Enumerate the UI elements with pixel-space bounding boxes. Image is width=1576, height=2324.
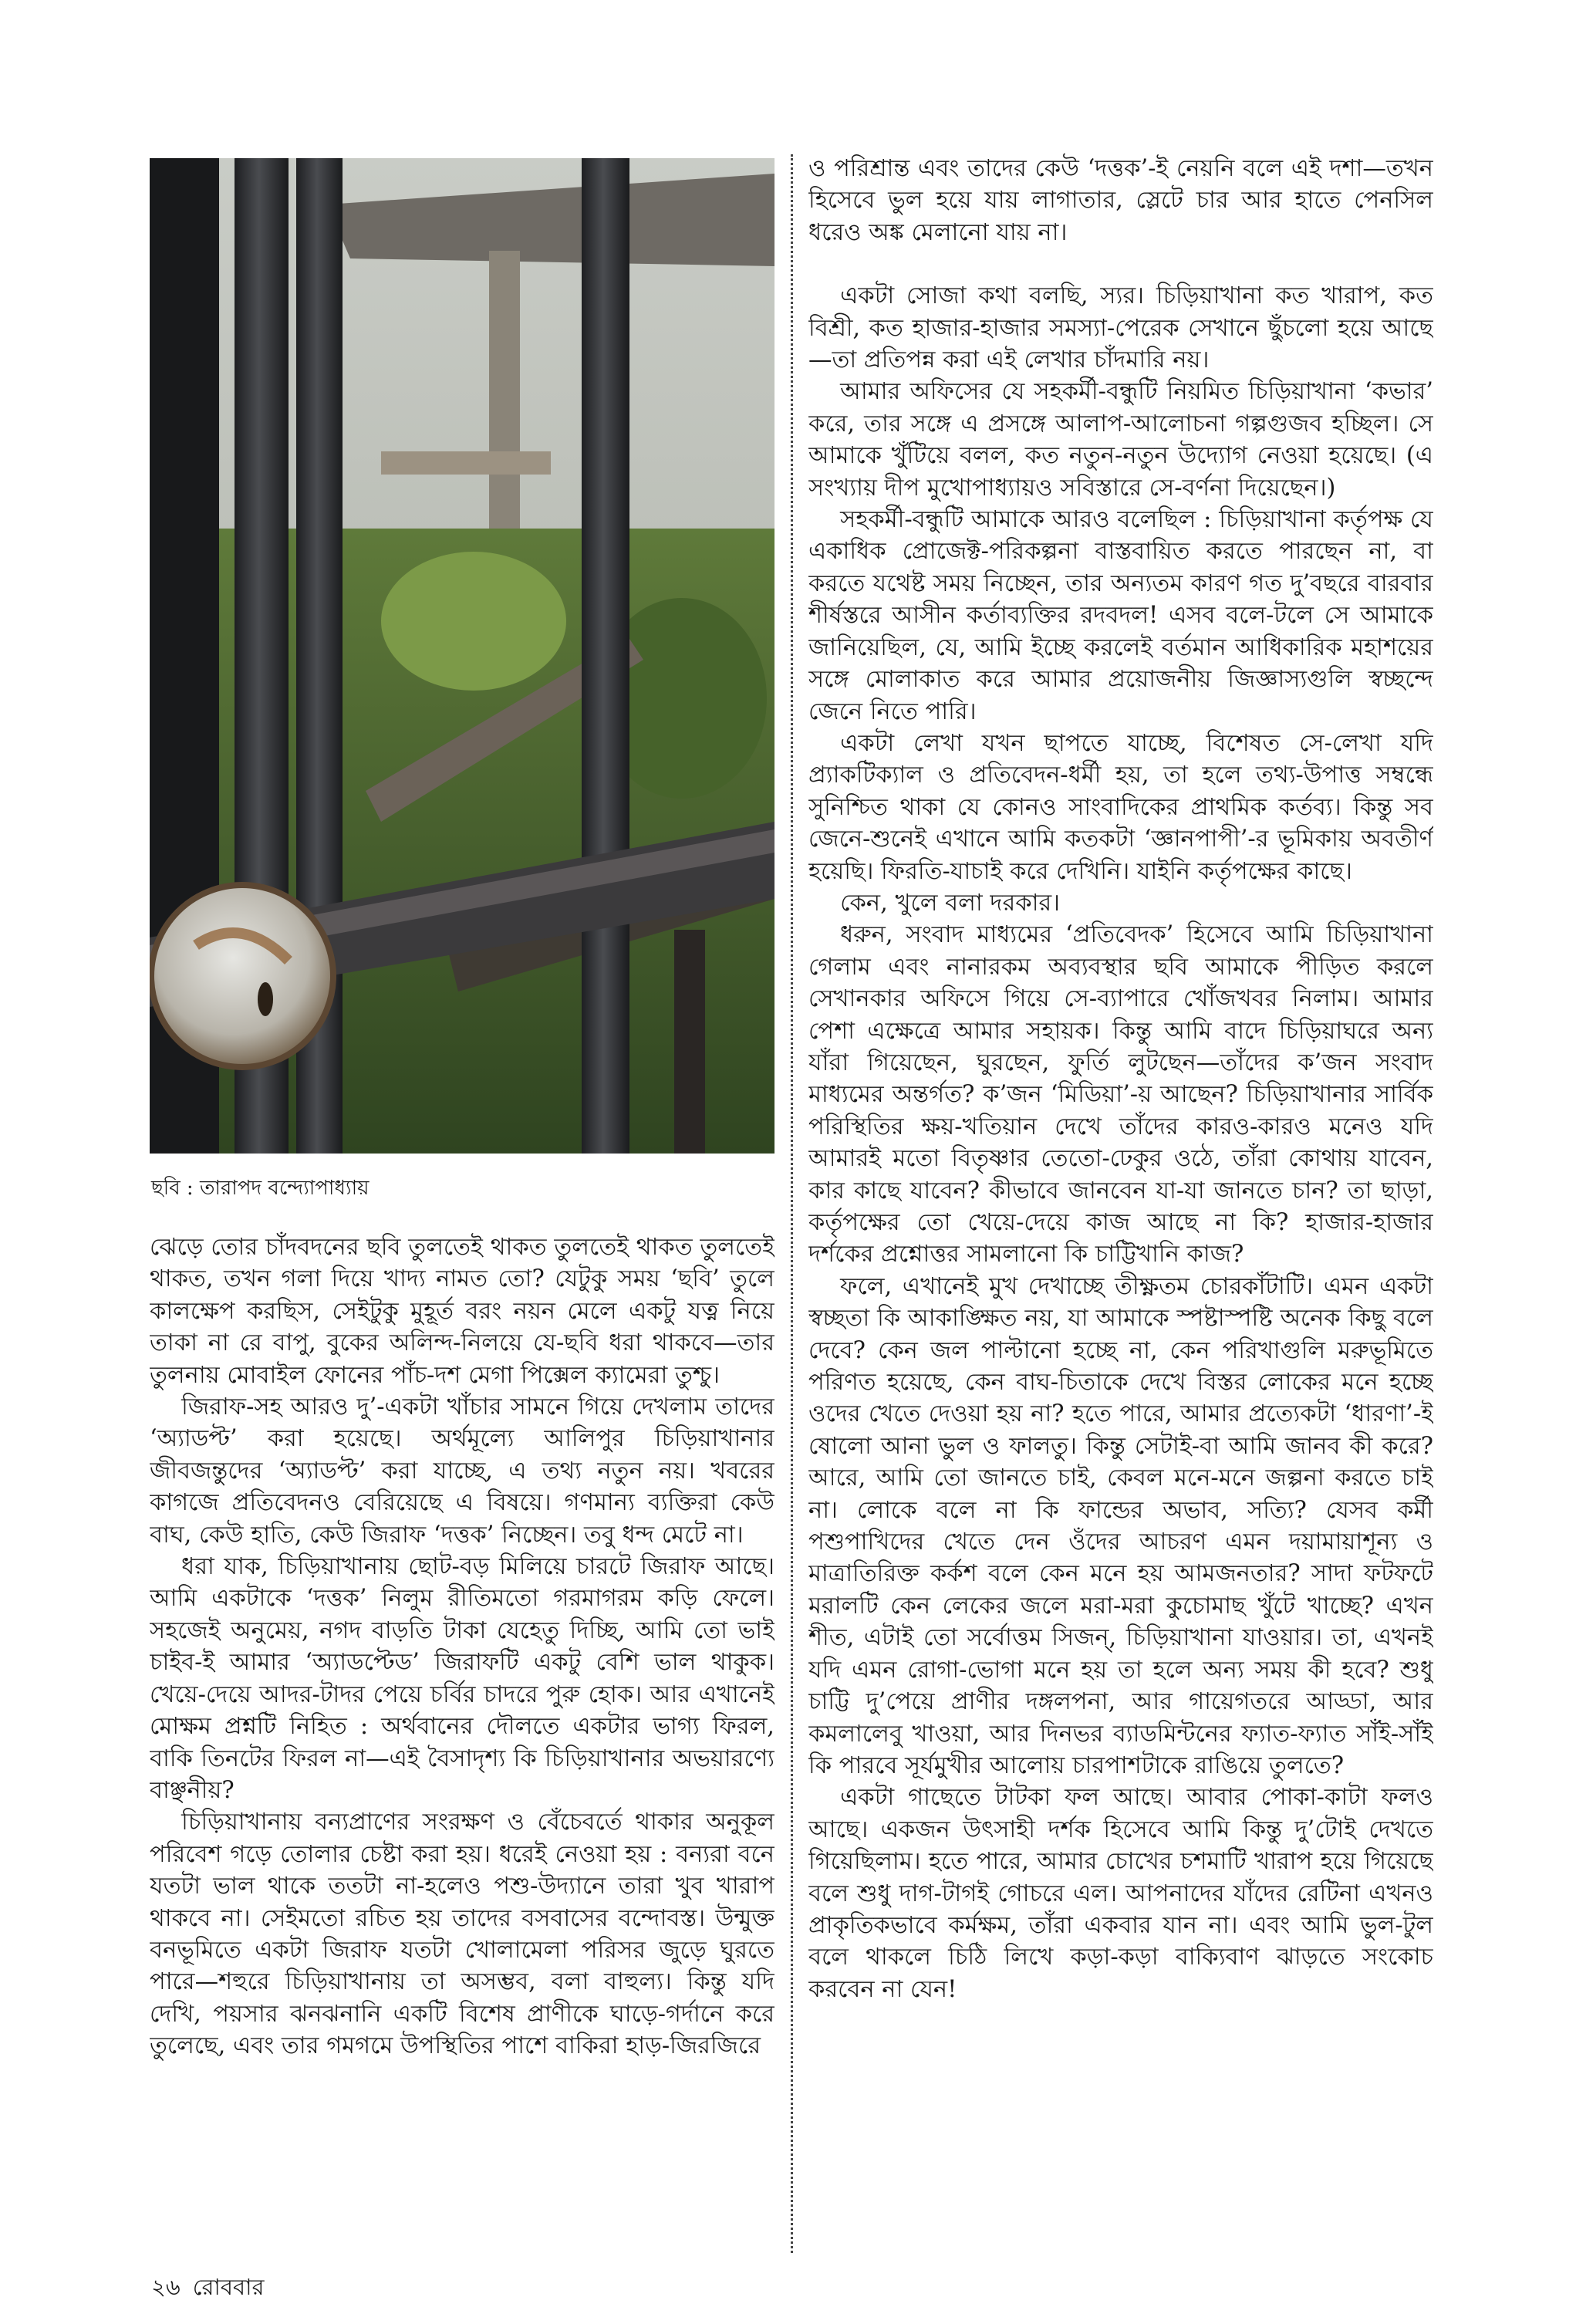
gate-photo-illustration [150, 158, 775, 1154]
photo-credit: ছবি : তারাপদ বন্দ্যোপাধ্যায় [151, 1177, 370, 1200]
paragraph: আমার অফিসের যে সহকর্মী-বন্ধুটি নিয়মিত চিড়িয়াখানা ‘কভার’ করে, তার সঙ্গে এ প্রসঙ্গে আলাপ-আলোচনা গল্পগুজব হচ্ছিল। সে আমাকে খুঁটিয়ে বলল, কত নতুন-নতুন উদ্যোগ নেওয়া হয়েছে। (এ সংখ্যায় দীপ মুখোপাধ্যায়ও সবিস্তারে সে-বর্ণনা দিয়েছেন।) [808, 378, 1433, 502]
magazine-name: রোববার [192, 2274, 265, 2300]
paragraph: কেন, খুলে বলা দরকার। [840, 889, 1061, 917]
paragraph: ও পরিশ্রান্ত এবং তাদের কেউ ‘দত্তক’-ই নেয়নি বলে এই দশা—তখন হিসেবে ভুল হয়ে যায় লাগাতার, স্লেটে চার আর হাতে পেনসিল ধরেও অঙ্ক মেলানো যায় না। [808, 155, 1433, 246]
page-footer [151, 2273, 277, 2301]
paragraph: ফলে, এখানেই মুখ দেখাচ্ছে তীক্ষ্ণতম চোরকাঁটাটি। এমন একটা স্বচ্ছতা কি আকাঙ্ক্ষিত নয়, যা আমাকে স্পষ্টাস্পষ্টি অনেক কিছু বলে দেবে? কেন জল পাল্টানো হচ্ছে না, কেন পরিখাগুলি মরুভূমিতে পরিণত হয়েছে, কেন বাঘ-চিতাকে দেখে বিস্তর লোকের মনে হচ্ছে ওদের খেতে দেওয়া হয় না? হতে পারে, আমার প্রত্যেকটা ‘ধারণা’-ই ষোলো আনা ভুল ও ফালতু। কিন্তু সেটাই-বা আমি জানব কী করে? আরে, আমি তো জানতে চাই, কেবল মনে-মনে জল্পনা করতে চাই না। লোকে বলে না কি ফান্ডের অভাব, সত্যি? যেসব কর্মী পশুপাখিদের খেতে দেন ওঁদের আচরণ এমন দয়ামায়াশূন্য ও মাত্রাতিরিক্ত কর্কশ বলে কেন মনে হয় আমজনতার? সাদা ফটফটে মরালটি কেন লেকের জলে মরা-মরা কুচোমাছ খুঁটে খাচ্ছে? এখন শীত, এটাই তো সর্বোত্তম সিজন্, চিড়িয়াখানা যাওয়ার। তা, এখনই যদি এমন রোগা-ভোগা মনে হয় তা হলে অন্য সময় কী হবে? শুধু চাট্টি দু’পেয়ে প্রাণীর দঙ্গলপনা, আর গায়েগতরে আড্ডা, আর কমলালেবু খাওয়া, আর দিনভর ব্যাডমিন্টনের ফ্যাত-ফ্যাত সাঁই-সাঁই কি পারবে সূর্যমুখীর আলোয় চারপাশটাকে রাঙিয়ে তুলতে? [808, 1272, 1433, 1779]
paragraph: একটা সোজা কথা বলছি, স্যর। চিড়িয়াখানা কত খারাপ, কত বিশ্রী, কত হাজার-হাজার সমস্যা-পেরেক সেখানে ছুঁচলো হয়ে আছে—তা প্রতিপন্ন করা এই লেখার চাঁদমারি নয়। [808, 282, 1433, 374]
paragraph: ধরুন, সংবাদ মাধ্যমের ‘প্রতিবেদক’ হিসেবে আমি চিড়িয়াখানা গেলাম এবং নানারকম অব্যবস্থার ছবি আমাকে পীড়িত করলে সেখানকার অফিসে গিয়ে সে-ব্যাপারে খোঁজখবর নিলাম। আমার পেশা এক্ষেত্রে আমার সহায়ক। কিন্তু আমি বাদে চিড়িয়াঘরে অন্য যাঁরা গিয়েছেন, ঘুরছেন, ফুর্তি লুটছেন—তাঁদের ক’জন সংবাদ মাধ্যমের অন্তর্গত? ক’জন ‘মিডিয়া’-য় আছেন? চিড়িয়াখানার সার্বিক পরিস্থিতির ক্ষয়-খতিয়ান দেখে তাঁদের কারও-কারও মনেও যদি আমারই মতো বিতৃষ্ণার তেতো-ঢেকুর ওঠে, তাঁরা কোথায় যাবেন, কার কাছে যাবেন? কীভাবে জানবেন যা-যা জানতে চান? তা ছাড়া, কর্তৃপক্ষের তো খেয়ে-দেয়ে কাজ আছে না কি? হাজার-হাজার দর্শকের প্রশ্নোত্তর সামলানো কি চাট্টিখানি কাজ? [808, 921, 1433, 1268]
page-number: ২৬ [151, 2274, 181, 2300]
paragraph: একটা লেখা যখন ছাপতে যাচ্ছে, বিশেষত সে-লেখা যদি প্র্যাকটিক্যাল ও প্রতিবেদন-ধর্মী হয়, তা হলে তথ্য-উপাত্ত সম্বন্ধে সুনিশ্চিত থাকা যে কোনও সাংবাদিকের প্রাথমিক কর্তব্য। কিন্তু সব জেনে-শুনেই এখানে আমি কতকটা ‘জ্ঞানপাপী’-র ভূমিকায় অবতীর্ণ হয়েছি। ফিরতি-যাচাই করে দেখিনি। যাইনি কর্তৃপক্ষের কাছে। [808, 729, 1433, 885]
column-divider [791, 154, 793, 2253]
paragraph: সহকর্মী-বন্ধুটি আমাকে আরও বলেছিল : চিড়িয়াখানা কর্তৃপক্ষ যে একাধিক প্রোজেক্ট-পরিকল্পনা বাস্তবায়িত করতে পারছেন না, বা করতে যথেষ্ট সময় নিচ্ছেন, তার অন্যতম কারণ গত দু’বছরে বারবার শীর্ষস্তরে আসীন কর্তাব্যক্তির রদবদল! এসব বলে-টলে সে আমাকে জানিয়েছিল, যে, আমি ইচ্ছে করলেই বর্তমান আধিকারিক মহাশয়ের সঙ্গে মোলাকাত করে আমার প্রয়োজনীয় জিজ্ঞাস্যগুলি স্বচ্ছন্দে জেনে নিতে পারি। [808, 506, 1433, 725]
paragraph: একটা গাছেতে টাটকা ফল আছে। আবার পোকা-কাটা ফলও আছে। একজন উৎসাহী দর্শক হিসেবে আমি কিন্তু দু’টোই দেখতে গিয়েছিলাম। হতে পারে, আমার চোখের চশমাটি খারাপ হয়ে গিয়েছে বলে শুধু দাগ-টাগই গোচরে এল। আপনাদের যাঁদের রেটিনা এখনও প্রাকৃতিকভাবে কর্মক্ষম, তাঁরা একবার যান না। এবং আমি ভুল-টুল বলে থাকলে চিঠি লিখে কড়া-কড়া বাক্যিবাণ ঝাড়তে সংকোচ করবেন না যেন! [808, 1784, 1433, 2003]
article-column-left [150, 1231, 775, 2258]
paragraph: চিড়িয়াখানায় বন্যপ্রাণের সংরক্ষণ ও বেঁচেবর্তে থাকার অনুকূল পরিবেশ গড়ে তোলার চেষ্টা করা হয়। ধরেই নেওয়া হয় : বন্যরা বনে যতটা ভাল থাকে ততটা না-হলেও পশু-উদ্যানে তারা খুব খারাপ থাকবে না। সেইমতো রচিত হয় তাদের বসবাসের বন্দোবস্ত। উন্মুক্ত বনভূমিতে একটা জিরাফ যতটা খোলামেলা পরিসর জুড়ে ঘুরতে পারে—শহুরে চিড়িয়াখানায় তা অসম্ভব, বলা বাহুল্য। কিন্তু যদি দেখি, পয়সার ঝনঝনানি একটি বিশেষ প্রাণীকে ঘাড়ে-গর্দানে করে তুলেছে, এবং তার গমগমে উপস্থিতির পাশে বাকিরা হাড়-জিরজিরে [150, 1809, 775, 2060]
article-column-right [808, 153, 1433, 2251]
paragraph: জিরাফ-সহ আরও দু’-একটা খাঁচার সামনে গিয়ে দেখলাম তাদের ‘অ্যাডপ্ট’ করা হয়েছে। অর্থমূল্যে আলিপুর চিড়িয়াখানার জীবজন্তুদের ‘অ্যাডপ্ট’ করা যাচ্ছে, এ তথ্য নতুন নয়। খবরের কাগজে প্রতিবেদনও বেরিয়েছে এ বিষয়ে। গণমান্য ব্যক্তিরা কেউ বাঘ, কেউ হাতি, কেউ জিরাফ ‘দত্তক’ নিচ্ছেন। তবু ধন্দ মেটে না। [150, 1393, 775, 1549]
paragraph: ঝেড়ে তোর চাঁদবদনের ছবি তুলতেই থাকত তুলতেই থাকত তুলতেই থাকত, তখন গলা দিয়ে খাদ্য নামত তো? যেটুকু সময় ‘ছবি’ তুলে কালক্ষেপ করছিস, সেইটুকু মুহূর্ত বরং নয়ন মেলে একটু যত্ন নিয়ে তাকা না রে বাপু, বুকের অলিন্দ-নিলয়ে যে-ছবি ধরা থাকবে—তার তুলনায় মোবাইল ফোনের পাঁচ-দশ মেগা পিক্সেল ক্যামেরা তুশ্চু। [150, 1234, 775, 1389]
gate-photo [150, 158, 775, 1154]
paragraph: ধরা যাক, চিড়িয়াখানায় ছোট-বড় মিলিয়ে চারটে জিরাফ আছে। আমি একটাকে ‘দত্তক’ নিলুম রীতিমতো গরমাগরম কড়ি ফেলে। সহজেই অনুমেয়, নগদ বাড়তি টাকা যেহেতু দিচ্ছি, আমি তো ভাই চাইব-ই আমার ‘অ্যাডপ্টেড’ জিরাফটি একটু বেশি ভাল থাকুক। খেয়ে-দেয়ে আদর-টাদর পেয়ে চর্বির চাদরে পুরু হোক। আর এখানেই মোক্ষম প্রশ্নটি নিহিত : অর্থবানের দৌলতে একটার ভাগ্য ফিরল, বাকি তিনটের ফিরল না—এই বৈসাদৃশ্য কি চিড়িয়াখানার অভয়ারণ্যে বাঞ্ছনীয়? [150, 1553, 775, 1804]
